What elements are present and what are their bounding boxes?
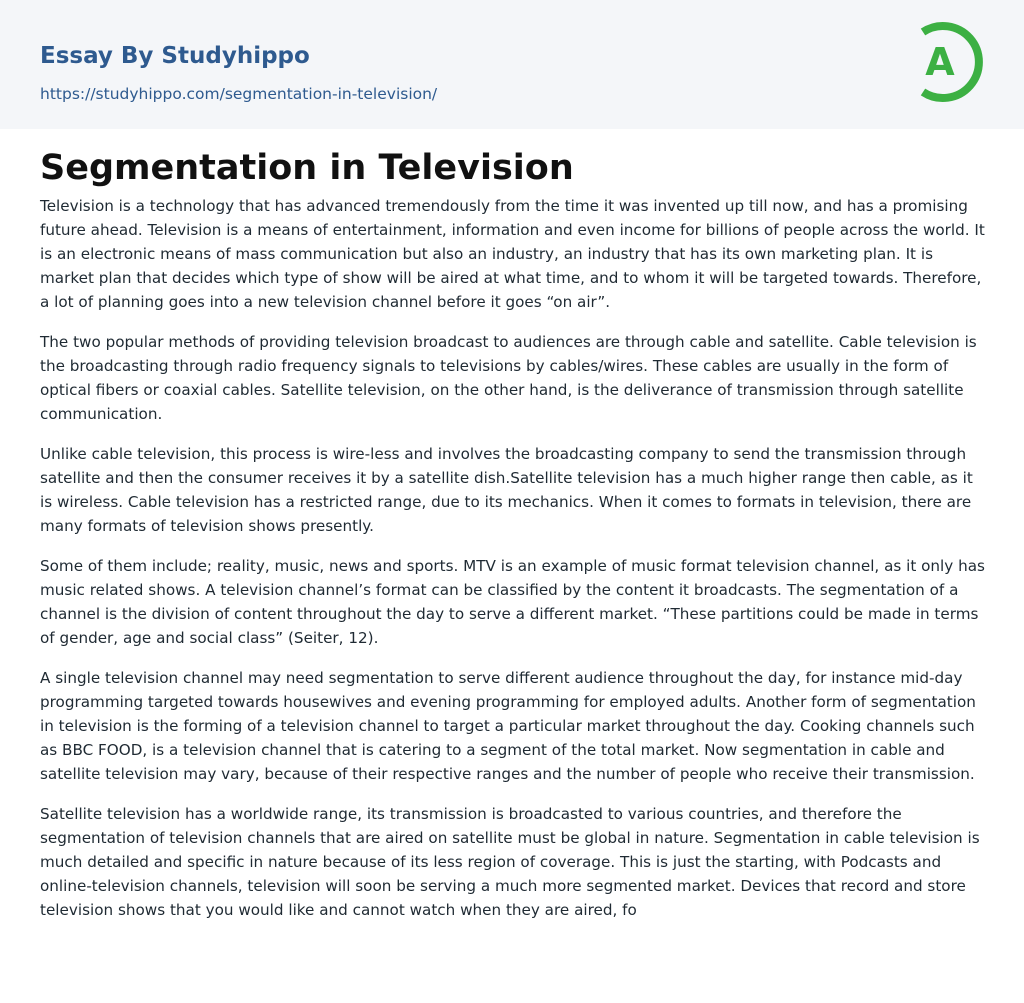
essay-body [40, 194, 986, 938]
site-brand[interactable]: Essay By Studyhippo [40, 43, 310, 69]
paragraph: The two popular methods of providing television broadcast to audiences are through cable and satellite. Cable television is the broadcasting through radio frequency signals to televisions by cables/wires. These cables are usually in the form of optical fibers or coaxial cables. Satellite television, on the other hand, is the deliverance of transmission through satellite communication. [40, 333, 977, 423]
paragraph: A single television channel may need segmentation to serve different audience throughout the day, for instance mid-day programming targeted towards housewives and evening programming for employed adults. Another form of segmentation in television is the forming of a television channel to target a particular market throughout the day. Cooking channels such as BBC FOOD, is a television channel that is catering to a segment of the total market. Now segmentation in cable and satellite television may vary, because of their respective ranges and the number of people who receive their transmission. [40, 669, 976, 783]
logo-letter: A [925, 40, 955, 84]
studyhippo-logo-icon[interactable] [909, 18, 989, 106]
paragraph: Satellite television has a worldwide range, its transmission is broadcasted to various countries, and therefore the segmentation of television channels that are aired on satellite must be global in nature. Segmentation in cable television is much detailed and specific in nature because of its less region of coverage. This is just the starting, with Podcasts and online-television channels, television will soon be serving a much more segmented market. Devices that record and store television shows that you would like and cannot watch when they are aired, fo [40, 805, 980, 919]
paragraph: Unlike cable television, this process is wire-less and involves the broadcasting company to send the transmission through satellite and then the consumer receives it by a satellite dish.Satellite television has a much higher range then cable, as it is wireless. Cable television has a restricted range, due to its mechanics. When it comes to formats in television, there are many formats of television shows presently. [40, 445, 973, 535]
page-title: Segmentation in Television [40, 148, 574, 188]
essay-url-link[interactable]: https://studyhippo.com/segmentation-in-television/ [40, 85, 438, 103]
paragraph: Television is a technology that has advanced tremendously from the time it was invented up till now, and has a promising future ahead. Television is a means of entertainment, information and even income for billions of people across the world. It is an electronic means of mass communication but also an industry, an industry that has its own marketing plan. It is market plan that decides which type of show will be aired at what time, and to whom it will be targeted towards. Therefore, a lot of planning goes into a new television channel before it goes “on air”. [40, 197, 985, 311]
paragraph: Some of them include; reality, music, news and sports. MTV is an example of music format television channel, as it only has music related shows. A television channel’s format can be classified by the content it broadcasts. The segmentation of a channel is the division of content throughout the day to serve a different market. “These partitions could be made in terms of gender, age and social class” (Seiter, 12). [40, 557, 985, 647]
